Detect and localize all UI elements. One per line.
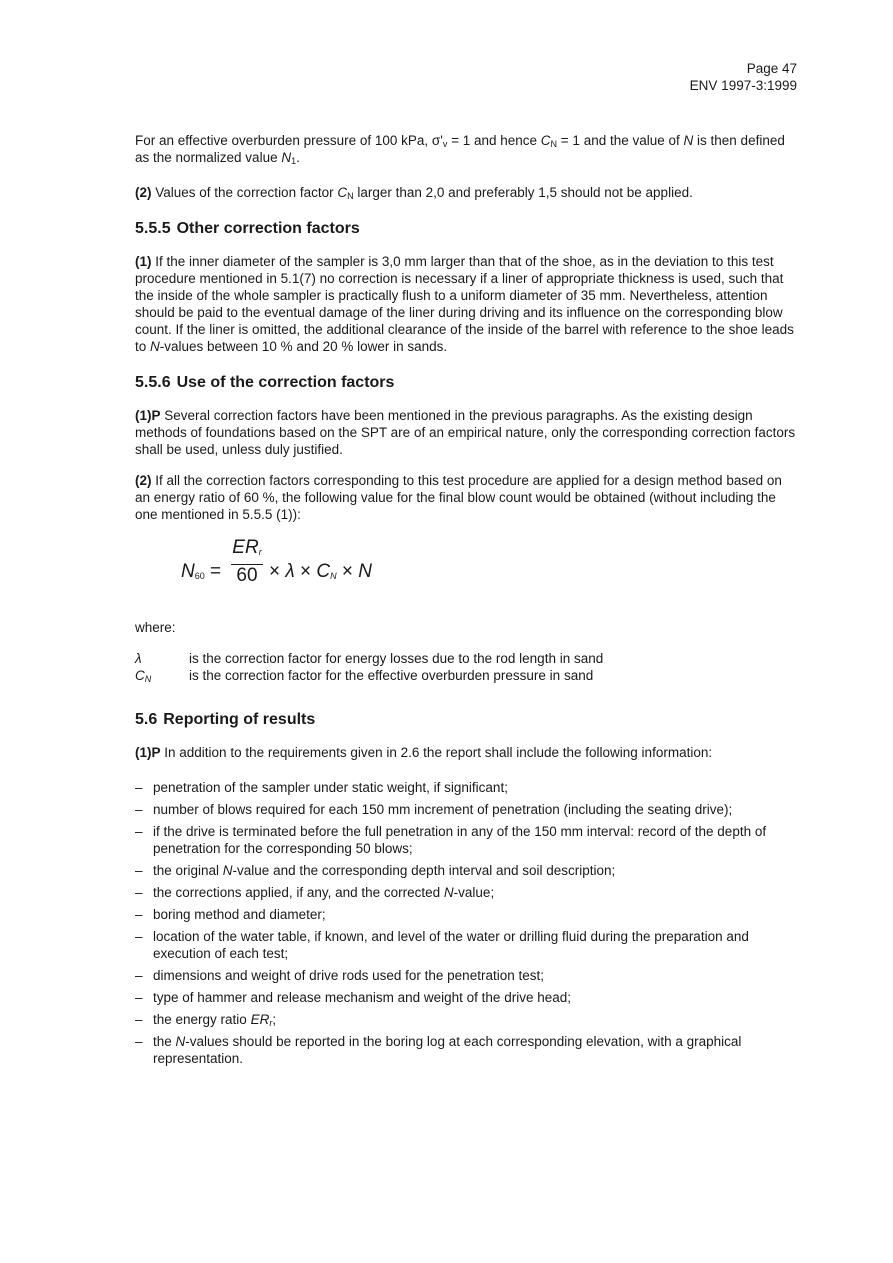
list-item: – boring method and diameter; — [135, 907, 326, 922]
formula-rhs: × $\lambda \times C_N \times N$ — [269, 561, 373, 582]
paragraph-other-correction: (1) If the inner diameter of the sampler is 3,0 mm larger than that of the shoe, as in the deviation to this test procedure mentioned in 5.1(7) no correction is necessary if a liner of appropriate thickness is used, such that the inside of the whole sampler is practically flush to a uniform diameter of 35 mm. Nevertheless, attention should be paid to the eventual damage of the liner during driving and its influence on the corresponding blow count. If the liner is omitted, the additional clearance of the inside of the barrel with reference to the shoe leads to N-values between 10 % and 20 % lower in sands. — [135, 254, 794, 354]
section-heading-5-5-6: 5.5.6 Use of the correction factors — [135, 374, 395, 391]
paragraph-energy-ratio: (2) If all the correction factors corresponding to this test procedure are applied for a design method based on an energy ratio of 60 %, the following value for the final blow count would be obtained (without including the one mentioned in 5.5.5 (1)): — [135, 473, 782, 522]
standard-code: ENV 1997-3:1999 — [689, 78, 797, 93]
page-header — [690, 60, 797, 94]
paragraph-reporting: (1)P In addition to the requirements given in 2.6 the report shall include the following information: — [135, 745, 713, 760]
page-content — [135, 132, 800, 1067]
definition-symbol: $C_N$ — [135, 668, 152, 684]
definition-text: is the correction factor for the effective overburden pressure in sand — [189, 668, 594, 683]
fraction-denominator: 60 — [236, 565, 258, 586]
list-item: – type of hammer and release mechanism and weight of the drive head; — [135, 990, 571, 1005]
list-item: – the original N-value and the corresponding depth interval and soil description; — [135, 863, 616, 878]
definition-symbol: λ — [135, 651, 142, 666]
formula-n60 — [135, 535, 800, 605]
paragraph-correction-limit: (2) Values of the correction factor $C_N$ larger than 2,0 and preferably 1,5 should not be applied. — [135, 185, 693, 201]
formula-lhs: $N_{60}$ = — [181, 561, 222, 582]
where-label: where: — [135, 620, 176, 635]
definition-lambda — [135, 650, 800, 667]
list-item: – the energy ratio $ER_r$; — [135, 1012, 277, 1028]
list-item: – the N-values should be reported in the boring log at each corresponding elevation, with a graphical representation. — [135, 1034, 742, 1066]
list-item: – number of blows required for each 150 mm increment of penetration (including the seating drive); — [135, 802, 733, 817]
page-number: Page 47 — [746, 61, 797, 76]
definition-cn — [135, 667, 800, 684]
paragraph-correction-use: (1)P Several correction factors have been mentioned in the previous paragraphs. As the existing design methods of foundations based on the SPT are of an empirical nature, only the corresponding correction factors shall be used, unless duly justified. — [135, 408, 796, 457]
list-item: – location of the water table, if known, and level of the water or drilling fluid during the preparation and execution of each test; — [135, 929, 749, 961]
section-heading-5-5-5: 5.5.5 Other correction factors — [135, 220, 360, 237]
section-heading-5-6: 5.6 Reporting of results — [135, 711, 316, 728]
symbol-definitions — [135, 650, 800, 684]
paragraph-normalized-value: For an effective overburden pressure of 100 kPa, $\sigma'_v = 1$ and hence $C_N = 1$ and the value of N is then defined as the normalized value $N_1$. — [135, 133, 785, 166]
fraction-numerator: $ER_r$ — [232, 537, 262, 558]
list-item: – the corrections applied, if any, and the corrected N-value; — [135, 885, 495, 900]
list-item: – penetration of the sampler under static weight, if significant; — [135, 780, 508, 795]
report-requirements-list — [135, 779, 800, 1067]
definition-text: is the correction factor for energy losses due to the rod length in sand — [189, 651, 604, 666]
list-item: – if the drive is terminated before the full penetration in any of the 150 mm interval: record of the depth of penetration for the corresponding 50 blows; — [135, 824, 767, 856]
list-item: – dimensions and weight of drive rods used for the penetration test; — [135, 968, 544, 983]
formula-fraction — [231, 539, 263, 584]
